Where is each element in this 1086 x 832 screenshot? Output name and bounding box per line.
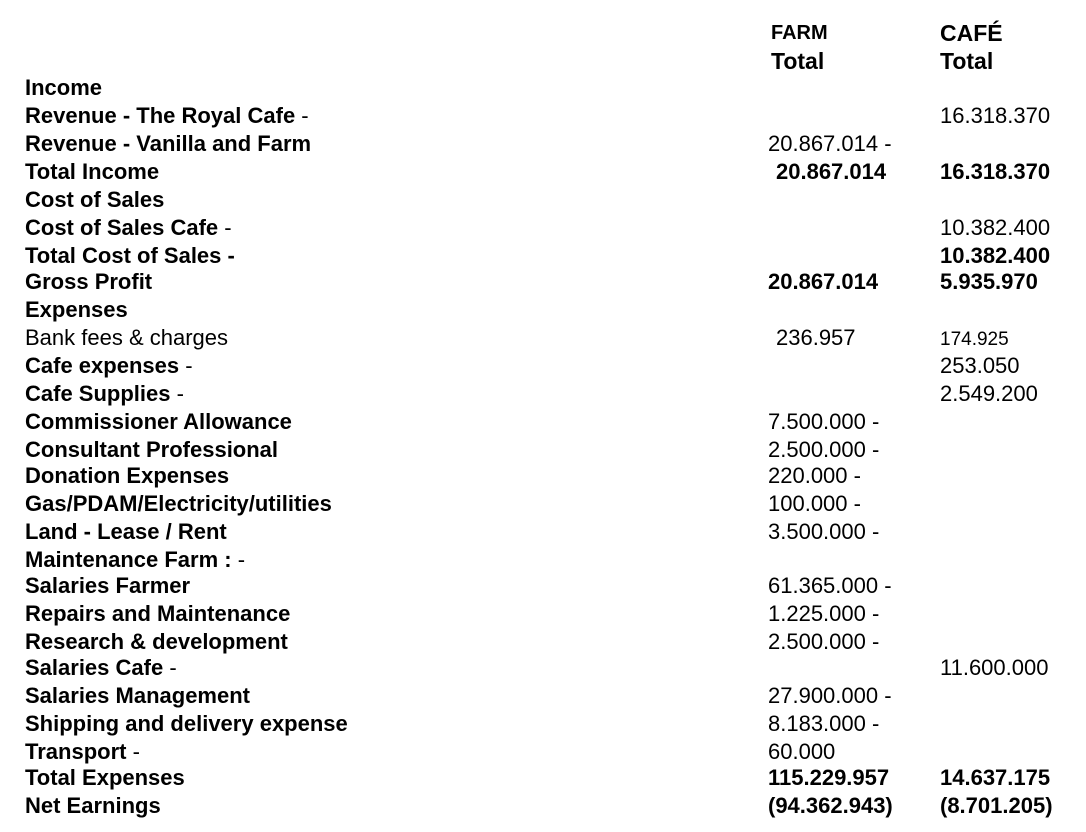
row-label: Donation Expenses xyxy=(25,463,230,488)
row-label: Cost of Sales Cafe xyxy=(25,215,219,240)
row-commissioner-allowance xyxy=(0,408,1086,435)
section-cost-of-sales xyxy=(0,186,1086,213)
row-label: Salaries Cafe xyxy=(25,655,164,680)
cafe-value: (8.701.205) xyxy=(940,793,1053,818)
row-salaries-management xyxy=(0,682,1086,709)
cafe-value: 11.600.000 xyxy=(940,655,1049,680)
row-cafe-expenses xyxy=(0,352,1086,379)
farm-value: 20.867.014 xyxy=(768,269,879,294)
row-label: Cost of Sales xyxy=(25,187,165,212)
row-label: Salaries Farmer xyxy=(25,573,191,598)
farm-value: 3.500.000 - xyxy=(768,519,880,544)
row-donation-expenses xyxy=(0,462,1086,489)
farm-value: 7.500.000 - xyxy=(768,409,880,434)
farm-value: 115.229.957 xyxy=(768,765,890,790)
row-label: Gross Profit xyxy=(25,269,153,294)
row-salaries-farmer xyxy=(0,572,1086,599)
row-salaries-cafe xyxy=(0,654,1086,681)
row-utilities xyxy=(0,490,1086,517)
row-label-dash: - xyxy=(179,353,193,378)
section-income xyxy=(0,74,1086,101)
row-label: Bank fees & charges xyxy=(25,325,229,350)
farm-header-title: FARM xyxy=(771,22,828,44)
farm-value: 236.957 xyxy=(776,325,856,350)
cafe-header-title: CAFÉ xyxy=(940,20,1003,46)
row-label: Commissioner Allowance xyxy=(25,409,292,434)
farm-value: 220.000 - xyxy=(768,463,861,488)
row-label: Shipping and delivery expense xyxy=(25,711,348,736)
row-label: Revenue - The Royal Cafe xyxy=(25,103,296,128)
section-expenses xyxy=(0,296,1086,323)
row-cost-of-sales-cafe xyxy=(0,214,1086,241)
farm-value: 2.500.000 - xyxy=(768,437,880,462)
row-label: Consultant Professional xyxy=(25,437,279,462)
row-revenue-royal-cafe xyxy=(0,102,1086,129)
row-total-income xyxy=(0,158,1086,185)
row-research-development xyxy=(0,628,1086,655)
farm-value: 100.000 - xyxy=(768,491,861,516)
row-repairs-maintenance xyxy=(0,600,1086,627)
row-label-dash: - xyxy=(221,243,235,268)
row-maintenance-farm xyxy=(0,546,1086,573)
row-label-dash: - xyxy=(170,381,184,406)
row-label: Total Income xyxy=(25,159,160,184)
cafe-value: 16.318.370 xyxy=(940,159,1051,184)
farm-value: 20.867.014 - xyxy=(768,131,892,156)
row-label: Net Earnings xyxy=(25,793,161,818)
row-label-dash: - xyxy=(126,739,140,764)
row-revenue-vanilla-farm xyxy=(0,130,1086,157)
row-total-cost-of-sales xyxy=(0,242,1086,269)
row-transport xyxy=(0,738,1086,765)
cafe-value: 14.637.175 xyxy=(940,765,1051,790)
cafe-header-subtitle: Total xyxy=(940,48,994,74)
cafe-value: 16.318.370 xyxy=(940,103,1051,128)
farm-value: 61.365.000 - xyxy=(768,573,892,598)
row-consultant-professional xyxy=(0,436,1086,463)
row-label: Research & development xyxy=(25,629,288,654)
row-shipping-delivery xyxy=(0,710,1086,737)
row-label: Repairs and Maintenance xyxy=(25,601,291,626)
row-label: Cafe expenses xyxy=(25,353,180,378)
row-label: Salaries Management xyxy=(25,683,250,708)
row-label-dash: - xyxy=(218,215,232,240)
farm-header-subtitle: Total xyxy=(771,48,825,74)
row-label: Income xyxy=(25,75,103,100)
row-label-dash: - xyxy=(295,103,309,128)
row-total-expenses xyxy=(0,764,1086,791)
cafe-value: 253.050 xyxy=(940,353,1020,378)
farm-value: 8.183.000 - xyxy=(768,711,880,736)
row-label: Expenses xyxy=(25,297,128,322)
farm-value: 60.000 xyxy=(768,739,836,764)
row-label: Cafe Supplies xyxy=(25,381,171,406)
farm-value: 1.225.000 - xyxy=(768,601,880,626)
row-gross-profit xyxy=(0,268,1086,295)
farm-value: 27.900.000 - xyxy=(768,683,892,708)
row-bank-fees xyxy=(0,324,1086,351)
cafe-value: 10.382.400 xyxy=(940,243,1051,268)
cafe-value: 2.549.200 xyxy=(940,381,1038,406)
farm-value: 2.500.000 - xyxy=(768,629,880,654)
row-label-dash: - xyxy=(231,547,246,572)
row-label: Transport xyxy=(25,739,127,764)
row-net-earnings xyxy=(0,792,1086,819)
farm-value: 20.867.014 xyxy=(776,159,887,184)
farm-value: (94.362.943) xyxy=(768,793,893,818)
row-label: Total Cost of Sales xyxy=(25,243,222,268)
row-label: Gas/PDAM/Electricity/utilities xyxy=(25,491,332,516)
cafe-value: 174.925 xyxy=(940,329,1009,350)
row-label: Revenue - Vanilla and Farm xyxy=(25,131,312,156)
row-label: Total Expenses xyxy=(25,765,185,790)
cafe-value: 5.935.970 xyxy=(940,269,1038,294)
row-label: Maintenance Farm : xyxy=(25,547,232,572)
row-land-lease xyxy=(0,518,1086,545)
cafe-value: 10.382.400 xyxy=(940,215,1051,240)
row-label-dash: - xyxy=(163,655,177,680)
row-label: Land - Lease / Rent xyxy=(25,519,227,544)
row-cafe-supplies xyxy=(0,380,1086,407)
